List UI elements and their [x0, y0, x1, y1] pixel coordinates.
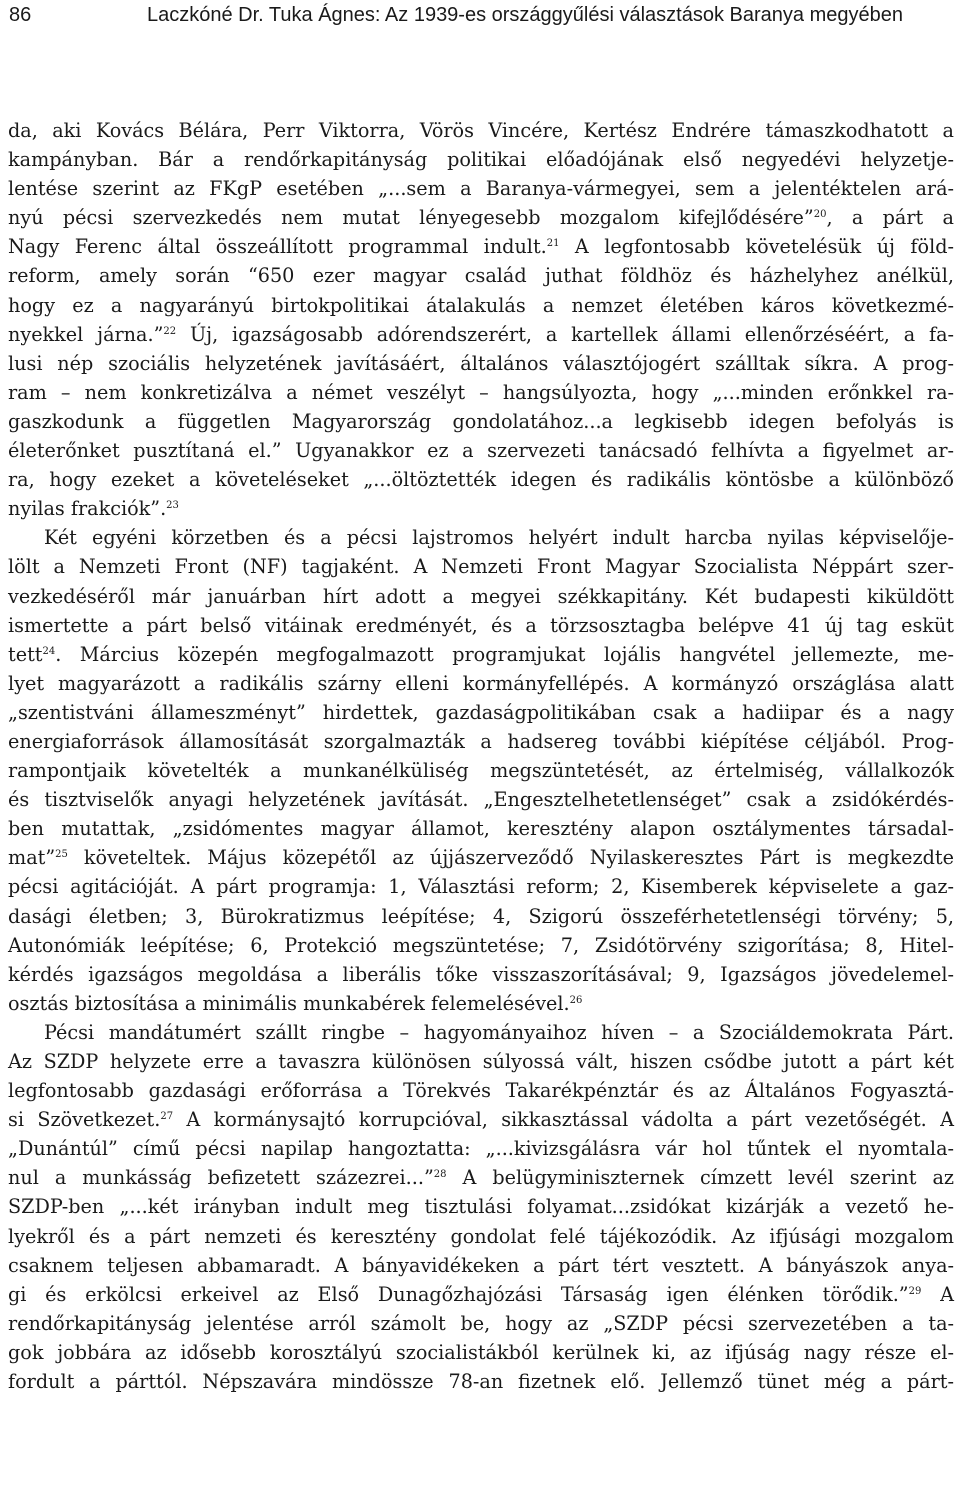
- text-line: [8, 611, 954, 640]
- text-line: [8, 1338, 954, 1367]
- text-line: [8, 698, 954, 727]
- line-text-after-note: A legfontosabb követelésük új föld-: [559, 235, 954, 259]
- text-line: [8, 378, 954, 407]
- text-line: [8, 1047, 954, 1076]
- text-line: [8, 1105, 954, 1134]
- line-text-after-note: A belügyminiszternek címzett levél szerint az: [446, 1166, 954, 1190]
- line-text-after-note: Új, igazságosabb adórendszerért, a kartellek állami ellenőrzéséért, a fa-: [176, 322, 954, 346]
- text-line: [8, 843, 954, 872]
- line-text-after-note: követeltek. Május közepétől az újjászerveződő Nyilaskeresztes Párt is megkezdte: [67, 846, 954, 870]
- line-text: rampontjaik követelték a munkanélküliség megszüntetését, az értelmiség, vállalkozók: [8, 759, 954, 783]
- text-line: [8, 407, 954, 436]
- line-text: Pécsi mandátumért szállt ringbe – hagyományaihoz híven – a Szociáldemokrata Párt.: [44, 1020, 954, 1044]
- text-line: [8, 669, 954, 698]
- line-text: és tisztviselők anyagi helyzetének javítását. „Engesztelhetetlenséget” csak a zsidókérdés-: [8, 788, 954, 812]
- line-text-after-note: . Március közepén megfogalmazott programjukat lojális hangvétel jellemezte, me-: [55, 642, 954, 666]
- line-text: csaknem teljesen abbamaradt. A bányavidékeken a párt tért vesztett. A bányászok anya-: [8, 1253, 954, 1277]
- line-text: si Szövetkezet.: [8, 1108, 161, 1132]
- line-text: fordult a párttól. Népszavára mindössze 78-an fizetnek elő. Jellemző tünet még a párt-: [8, 1370, 954, 1394]
- line-text: rendőrkapitányság jelentése arról számolt be, hogy az „SZDP pécsi szervezetében a ta-: [8, 1311, 954, 1335]
- running-title: Laczkóné Dr. Tuka Ágnes: Az 1939-es országgyűlési választások Baranya megyében: [147, 4, 903, 26]
- line-text-after-note: A kormánysajtó korrupcióval, sikkasztással vádolta a párt vezetőségét. A: [173, 1108, 954, 1132]
- line-text: vezkedéséről már januárban hírt adott a megyei székkapitány. Két budapesti kiküldött: [8, 584, 954, 608]
- line-text: hogy ez a nagyarányú birtokpolitikai átalakulás a nemzet életében káros következmé-: [8, 293, 954, 317]
- line-text: Két egyéni körzetben és a pécsi lajstromos helyért indult harcba nyilas képviselője-: [44, 526, 954, 550]
- line-text: mat”: [8, 846, 56, 870]
- line-text: ismertette a párt belső vitáinak eredményét, és a törzsosztagba belépve 41 új tag esküt: [8, 613, 954, 637]
- text-line: [8, 523, 954, 552]
- text-line: [8, 1018, 954, 1047]
- text-line: [8, 552, 954, 581]
- article-body: [8, 116, 954, 1396]
- running-header: [9, 4, 954, 38]
- footnote-ref: 22: [163, 325, 177, 337]
- line-text: ram – nem konkretizálva a német veszélyt – hangsúlyozta, hogy „...minden erőnkkel ra-: [8, 380, 954, 404]
- text-line: [8, 1251, 954, 1280]
- line-text: dasági életben; 3, Bürokratizmus leépítése; 4, Szigorú összeférhetetlenségi törvény; 5,: [8, 904, 954, 928]
- text-line: [8, 1134, 954, 1163]
- text-line: [8, 174, 954, 203]
- line-text: gi és erkölcsi erkeivel az Első Dunagőzhajózási Társaság igen élénken törődik.”: [8, 1282, 909, 1306]
- text-line: [8, 291, 954, 320]
- footnote-ref: 20: [813, 209, 827, 221]
- text-line: [8, 203, 954, 232]
- line-text: lyekről és a párt nemzeti és keresztény gondolat felé tájékozódik. Az ifjúsági mozgalom: [8, 1224, 954, 1248]
- text-line: [8, 785, 954, 814]
- text-line: [8, 640, 954, 669]
- text-line: [8, 320, 954, 349]
- line-text: életerőnket pusztítaná el.” Ugyanakkor ez a szervezeti tanácsadó felhívta a figyelmet ar-: [8, 439, 954, 463]
- line-text: da, aki Kovács Bélára, Perr Viktorra, Vörös Vincére, Kertész Endrére támaszkodhatott a: [8, 119, 954, 142]
- line-text: „szentistváni állameszményt” hirdettek, gazdaságpolitikában csak a hadiipar és a nagy: [8, 700, 954, 724]
- text-line: [8, 960, 954, 989]
- text-line: [8, 1280, 954, 1309]
- line-text: gok jobbára az idősebb korosztályú szocialistákból kerülnek ki, az ifjúság nagy része el-: [8, 1340, 954, 1364]
- line-text: ben mutattak, „zsidómentes magyar államot, keresztény alapon osztálymentes társadal-: [8, 817, 954, 841]
- line-text: lusi nép szociális helyzetének javításáért, általános választójogért szálltak síkra. A prog-: [8, 351, 954, 375]
- footnote-ref: 27: [160, 1111, 174, 1123]
- text-line: [8, 902, 954, 931]
- line-text: lentése szerint az FKgP esetében „...sem a Baranya-vármegyei, sem a jelentéktelen ará-: [8, 177, 954, 201]
- text-line: [8, 582, 954, 611]
- text-line: [8, 727, 954, 756]
- page-number: 86: [9, 4, 32, 26]
- text-line: [8, 1309, 954, 1338]
- line-text: Nagy Ferenc által összeállított programmal indult.: [8, 235, 547, 259]
- line-text: gaszkodunk a független Magyarország gondolatához...a legkisebb idegen befolyás is: [8, 409, 954, 433]
- footnote-ref: 21: [546, 238, 560, 250]
- text-line: [8, 1076, 954, 1105]
- line-text-after-note: A: [921, 1282, 954, 1306]
- line-text: lyet magyarázott a radikális szárny elleni kormányfellépés. A kormányzó országlása alatt: [8, 671, 954, 695]
- line-text: nul a munkásság befizetett százezrei...”: [8, 1166, 434, 1190]
- line-text: energiaforrások államosítását szorgalmazták a hadsereg további kiépítése céljából. Prog-: [8, 729, 954, 753]
- text-line: [8, 436, 954, 465]
- line-text: „Dunántúl” című pécsi napilap hangoztatta: „...kivizsgálásra vár hol tűntek el nyomtala-: [8, 1137, 954, 1161]
- text-line: [8, 349, 954, 378]
- line-text-after-note: , a párt a: [826, 206, 954, 230]
- line-text: pécsi agitációját. A párt programja: 1, Választási reform; 2, Kisemberek képviselete a gaz-: [8, 875, 954, 899]
- line-text: reform, amely során “650 ezer magyar család juthat földhöz és házhelyhez anélkül,: [8, 264, 954, 288]
- text-line: [8, 232, 954, 261]
- text-line: [8, 756, 954, 785]
- line-text: nyú pécsi szervezkedés nem mutat lényegesebb mozgalom kifejlődésére”: [8, 206, 814, 230]
- line-text: ra, hogy ezeket a követeléseket „...öltöztették idegen és radikális köntösbe a különböző: [8, 468, 954, 492]
- line-text: Autonómiák leépítése; 6, Protekció megszüntetése; 7, Zsidótörvény szigorítása; 8, Hitel-: [8, 933, 954, 957]
- line-text: lölt a Nemzeti Front (NF) tagjaként. A Nemzeti Front Magyar Szocialista Néppárt szer-: [8, 555, 954, 579]
- text-line: [8, 931, 954, 960]
- line-text: nyilas frakciók”.: [8, 497, 167, 521]
- line-text: kampányban. Bár a rendőrkapitányság politikai előadójának első negyedévi helyzetje-: [8, 148, 954, 172]
- line-text: SZDP-ben „...két irányban indult meg tisztulási folyamat...zsidókat kizárják a vezető he-: [8, 1195, 954, 1219]
- footnote-ref: 24: [42, 645, 56, 657]
- line-text: kérdés igazságos megoldása a liberális tőke visszaszorításával; 9, Igazságos jövedelemel-: [8, 962, 954, 986]
- text-line: [8, 261, 954, 290]
- line-text: Az SZDP helyzete erre a tavaszra különösen súlyossá vált, hiszen csődbe jutott a párt két: [8, 1050, 954, 1073]
- text-line: [8, 872, 954, 901]
- text-line: [8, 145, 954, 174]
- text-line: [8, 814, 954, 843]
- line-text: nyekkel járna.”: [8, 322, 164, 346]
- footnote-ref: 26: [569, 994, 583, 1006]
- text-line: [8, 116, 954, 145]
- footnote-ref: 28: [433, 1169, 447, 1181]
- footnote-ref: 23: [166, 500, 179, 512]
- text-line: [8, 989, 954, 1018]
- footnote-ref: 25: [55, 849, 68, 861]
- text-line: [8, 1222, 954, 1251]
- text-line: [8, 1163, 954, 1192]
- line-text: osztás biztosítása a minimális munkabérek felemelésével.: [8, 991, 570, 1015]
- line-text: tett: [8, 642, 43, 666]
- text-line: [8, 1192, 954, 1221]
- line-text: legfontosabb gazdasági erőforrása a Törekvés Takarékpénztár és az Általános Fogyasztá-: [8, 1079, 954, 1103]
- text-line: [8, 494, 954, 523]
- footnote-ref: 29: [908, 1285, 922, 1297]
- text-line: [8, 465, 954, 494]
- text-line: [8, 1367, 954, 1396]
